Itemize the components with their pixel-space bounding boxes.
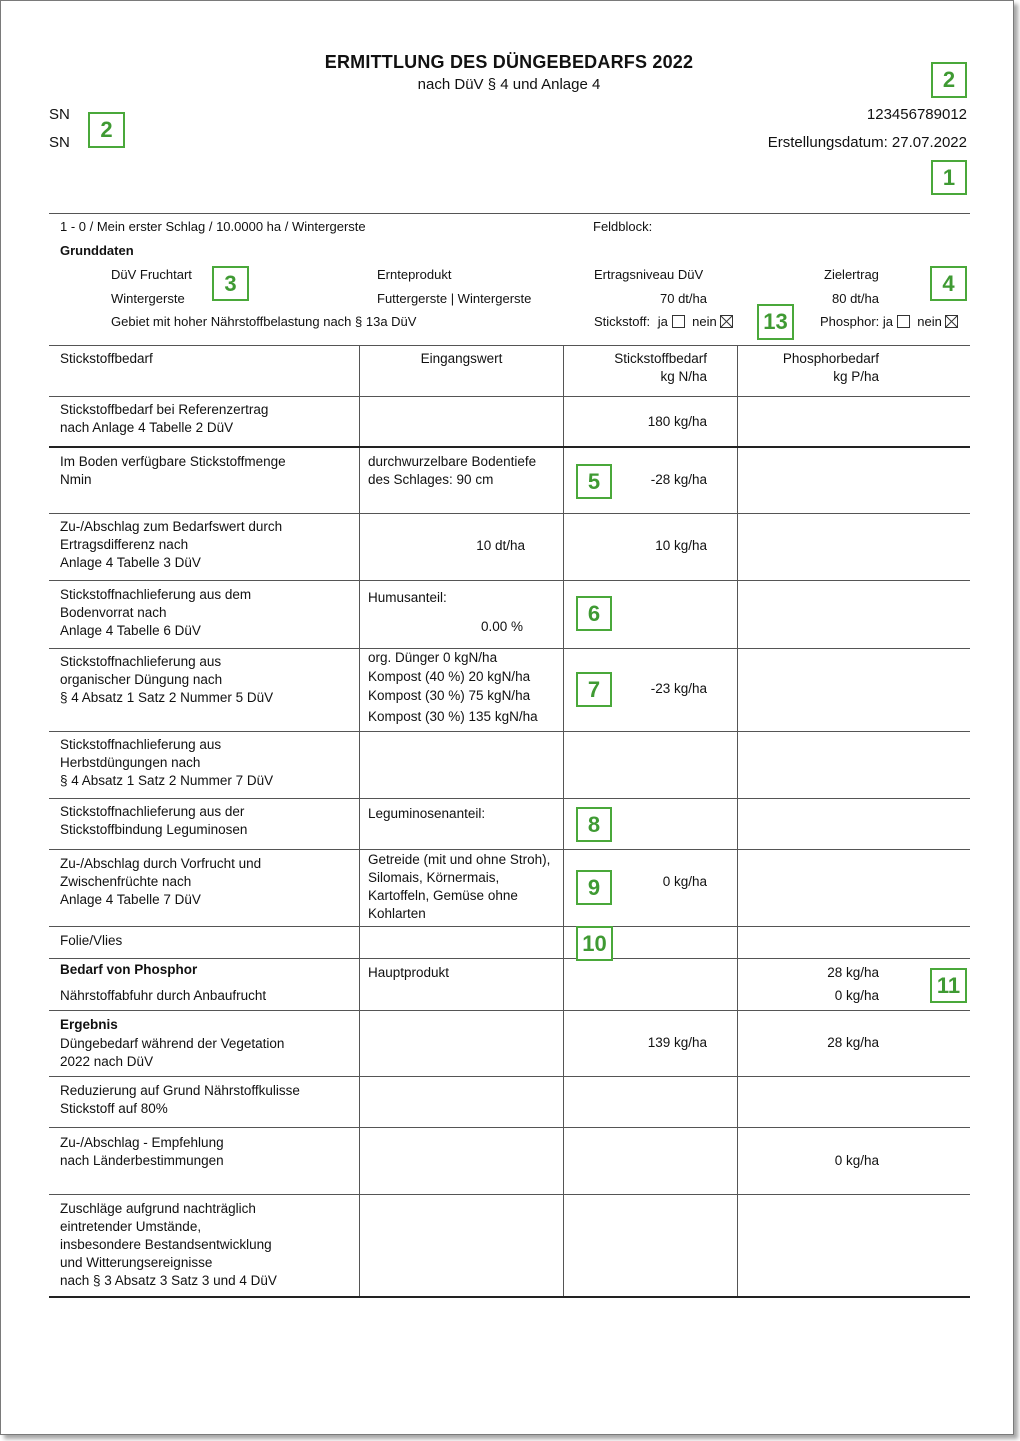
table-row-p-value: 28 kg/ha xyxy=(827,965,879,980)
row-separator xyxy=(49,446,970,448)
table-row-label: Folie/Vlies xyxy=(60,933,123,948)
annotation-badge-3: 3 xyxy=(212,266,249,301)
phosphor-ja-checkbox[interactable] xyxy=(897,315,910,328)
table-row-p-value: 0 kg/ha xyxy=(834,1153,879,1168)
table-row-input: durchwurzelbare Bodentiefe xyxy=(368,454,537,469)
table-row-input: 10 dt/ha xyxy=(476,538,525,553)
stickstoff-nein-label: nein xyxy=(692,314,717,329)
header-eingangswert: Eingangswert xyxy=(420,351,503,366)
table-row-n-value: 10 kg/ha xyxy=(655,538,707,553)
row-separator xyxy=(49,958,970,959)
table-row-label: Stickstoffnachlieferung aus der xyxy=(60,804,245,819)
row-separator xyxy=(49,849,970,850)
header-n-bedarf-1: Stickstoffbedarf xyxy=(614,351,707,366)
col-fruchtart-label: DüV Fruchtart xyxy=(111,267,192,282)
table-row-label: eintretender Umstände, xyxy=(60,1219,202,1234)
table-row-label: Stickstoff auf 80% xyxy=(60,1101,168,1116)
table-row-input: Getreide (mit und ohne Stroh), xyxy=(368,852,551,867)
phosphor-nein-label: nein xyxy=(917,314,942,329)
feldblock-label: Feldblock: xyxy=(593,219,653,234)
table-row-p-value: 0 kg/ha xyxy=(834,988,879,1003)
row-separator xyxy=(49,580,970,581)
table-bottom-rule xyxy=(49,1296,970,1298)
stickstoff-choice xyxy=(594,314,733,329)
table-row-label: Anlage 4 Tabelle 6 DüV xyxy=(60,623,201,638)
annotation-badge-2: 2 xyxy=(931,62,967,98)
annotation-badge-9: 9 xyxy=(576,870,612,905)
zielertrag-value: 80 dt/ha xyxy=(832,291,879,306)
divider-top xyxy=(49,213,970,214)
row-separator xyxy=(49,798,970,799)
table-row-input: des Schlages: 90 cm xyxy=(368,472,494,487)
annotation-badge-1: 1 xyxy=(931,160,967,195)
table-row-label: Ertragsdifferenz nach xyxy=(60,537,189,552)
table-row-label: organischer Düngung nach xyxy=(60,672,223,687)
col-divider-3 xyxy=(737,346,738,1297)
table-row-label: und Witterungsereignisse xyxy=(60,1255,213,1270)
header-p-bedarf-1: Phosphorbedarf xyxy=(782,351,879,366)
annotation-badge-7: 7 xyxy=(576,672,612,707)
table-row-input: Kompost (30 %) 75 kgN/ha xyxy=(368,688,531,703)
phosphor-nein-checkbox[interactable] xyxy=(945,315,958,328)
table-row-label: Zuschläge aufgrund nachträglich xyxy=(60,1201,256,1216)
row-separator xyxy=(49,926,970,927)
table-row-label: § 4 Absatz 1 Satz 2 Nummer 7 DüV xyxy=(60,773,274,788)
annotation-badge-10: 10 xyxy=(576,926,613,961)
table-row-label: Im Boden verfügbare Stickstoffmenge xyxy=(60,454,286,469)
table-row-label: Bodenvorrat nach xyxy=(60,605,167,620)
table-row-input: Kartoffeln, Gemüse ohne xyxy=(368,888,518,903)
table-row-n-value: -28 kg/ha xyxy=(650,472,707,487)
creation-date xyxy=(768,134,967,151)
col-divider-2 xyxy=(563,346,564,1297)
table-row-input: Hauptprodukt xyxy=(368,965,450,980)
stickstoff-ja-label: ja xyxy=(657,314,668,329)
table-row-label: Stickstoffbindung Leguminosen xyxy=(60,822,248,837)
annotation-badge-6: 6 xyxy=(576,596,612,631)
col-ernteprodukt-label: Ernteprodukt xyxy=(377,267,452,282)
table-row-label: Zu-/Abschlag zum Bedarfswert durch xyxy=(60,519,283,534)
table-top-rule xyxy=(49,345,970,346)
stickstoff-label: Stickstoff: xyxy=(594,314,651,329)
table-row-label: Stickstoffbedarf bei Referenzertrag xyxy=(60,402,269,417)
row-separator xyxy=(49,1010,970,1011)
annotation-badge-4: 4 xyxy=(930,266,967,301)
row-separator xyxy=(49,1194,970,1195)
phosphor-label: Phosphor: xyxy=(820,314,880,329)
table-row-n-value: 139 kg/ha xyxy=(647,1035,707,1050)
table-row-label: Stickstoffnachlieferung aus dem xyxy=(60,587,252,602)
table-row-label: nach Länderbestimmungen xyxy=(60,1153,224,1168)
stickstoff-ja-checkbox[interactable] xyxy=(672,315,685,328)
phosphor-ja-label: ja xyxy=(882,314,894,329)
creation-date-label: Erstellungsdatum: xyxy=(767,134,888,151)
table-row-n-value: -23 kg/ha xyxy=(650,681,707,696)
table-row-label: Stickstoffnachlieferung aus xyxy=(60,654,222,669)
annotation-badge-11: 11 xyxy=(930,968,967,1003)
table-row-label: Anlage 4 Tabelle 7 DüV xyxy=(60,892,201,907)
col-zielertrag-label: Zielertrag xyxy=(824,267,879,282)
table-row-input: Kohlarten xyxy=(368,906,426,921)
field-description: 1 - 0 / Mein erster Schlag / 10.0000 ha / Wintergerste xyxy=(60,219,366,234)
id-number: 123456789012 xyxy=(866,106,967,123)
table-row-label: insbesondere Bestandsentwicklung xyxy=(60,1237,272,1252)
annotation-badge-13: 13 xyxy=(757,304,794,340)
table-row-input: Kompost (30 %) 135 kgN/ha xyxy=(368,709,538,724)
phosphor-choice xyxy=(820,314,958,329)
sn-line-2: SN xyxy=(49,134,70,151)
row-separator xyxy=(49,1076,970,1077)
table-row-input: Kompost (40 %) 20 kgN/ha xyxy=(368,669,531,684)
table-row-label: § 4 Absatz 1 Satz 2 Nummer 5 DüV xyxy=(60,690,274,705)
table-row-n-value: 180 kg/ha xyxy=(647,414,707,429)
table-row-label: Zu-/Abschlag - Empfehlung xyxy=(60,1135,224,1150)
ernteprodukt-value: Futtergerste | Wintergerste xyxy=(377,291,532,306)
table-row-label: Ergebnis xyxy=(60,1017,118,1032)
row-separator xyxy=(49,513,970,514)
table-row-label: Reduzierung auf Grund Nährstoffkulisse xyxy=(60,1083,300,1098)
document-subtitle: nach DüV § 4 und Anlage 4 xyxy=(417,76,601,93)
sn-line-1: SN xyxy=(49,106,70,123)
table-row-label: Zwischenfrüchte nach xyxy=(60,874,192,889)
header-stickstoffbedarf: Stickstoffbedarf xyxy=(60,351,153,366)
row-separator xyxy=(49,731,970,732)
fruchtart-value: Wintergerste xyxy=(111,291,185,306)
table-row-label: nach Anlage 4 Tabelle 2 DüV xyxy=(60,420,234,435)
annotation-badge-5: 5 xyxy=(576,464,612,499)
grunddaten-heading: Grunddaten xyxy=(60,243,134,258)
header-p-bedarf-2: kg P/ha xyxy=(833,369,879,384)
table-row-label: nach § 3 Absatz 3 Satz 3 und 4 DüV xyxy=(60,1273,277,1288)
table-row-input: Humusanteil: xyxy=(368,590,447,605)
col-divider-1 xyxy=(359,346,360,1297)
table-row-label: Nmin xyxy=(60,472,92,487)
table-row-label: Herbstdüngungen nach xyxy=(60,755,201,770)
table-row-label: Zu-/Abschlag durch Vorfrucht und xyxy=(60,856,262,871)
gebiet-label: Gebiet mit hoher Nährstoffbelastung nach § 13a DüV xyxy=(111,314,417,329)
table-row-label: Nährstoffabfuhr durch Anbaufrucht xyxy=(60,988,267,1003)
col-ertragsniveau-label: Ertragsniveau DüV xyxy=(594,267,704,282)
annotation-badge-8: 8 xyxy=(576,807,612,842)
table-row-label: Anlage 4 Tabelle 3 DüV xyxy=(60,555,201,570)
table-row-input: org. Dünger 0 kgN/ha xyxy=(368,650,498,665)
document-title: ERMITTLUNG DES DÜNGEBEDARFS 2022 xyxy=(324,52,694,72)
table-row-label: Bedarf von Phosphor xyxy=(60,962,198,977)
table-row-input: Leguminosenanteil: xyxy=(368,806,486,821)
creation-date-value: 27.07.2022 xyxy=(891,134,967,151)
table-row-n-value: 0 kg/ha xyxy=(662,874,707,889)
table-row-p-value: 28 kg/ha xyxy=(827,1035,879,1050)
stickstoff-nein-checkbox[interactable] xyxy=(720,315,733,328)
header-n-bedarf-2: kg N/ha xyxy=(660,369,707,384)
table-row-label: 2022 nach DüV xyxy=(60,1054,154,1069)
ertragsniveau-value: 70 dt/ha xyxy=(660,291,707,306)
row-separator xyxy=(49,396,970,397)
row-separator xyxy=(49,648,970,649)
table-row-input: 0.00 % xyxy=(480,619,523,634)
table-row-label: Düngebedarf während der Vegetation xyxy=(60,1036,285,1051)
table-row-input: Silomais, Körnermais, xyxy=(368,870,500,885)
row-separator xyxy=(49,1127,970,1128)
table-row-label: Stickstoffnachlieferung aus xyxy=(60,737,222,752)
annotation-badge-2: 2 xyxy=(88,112,125,148)
